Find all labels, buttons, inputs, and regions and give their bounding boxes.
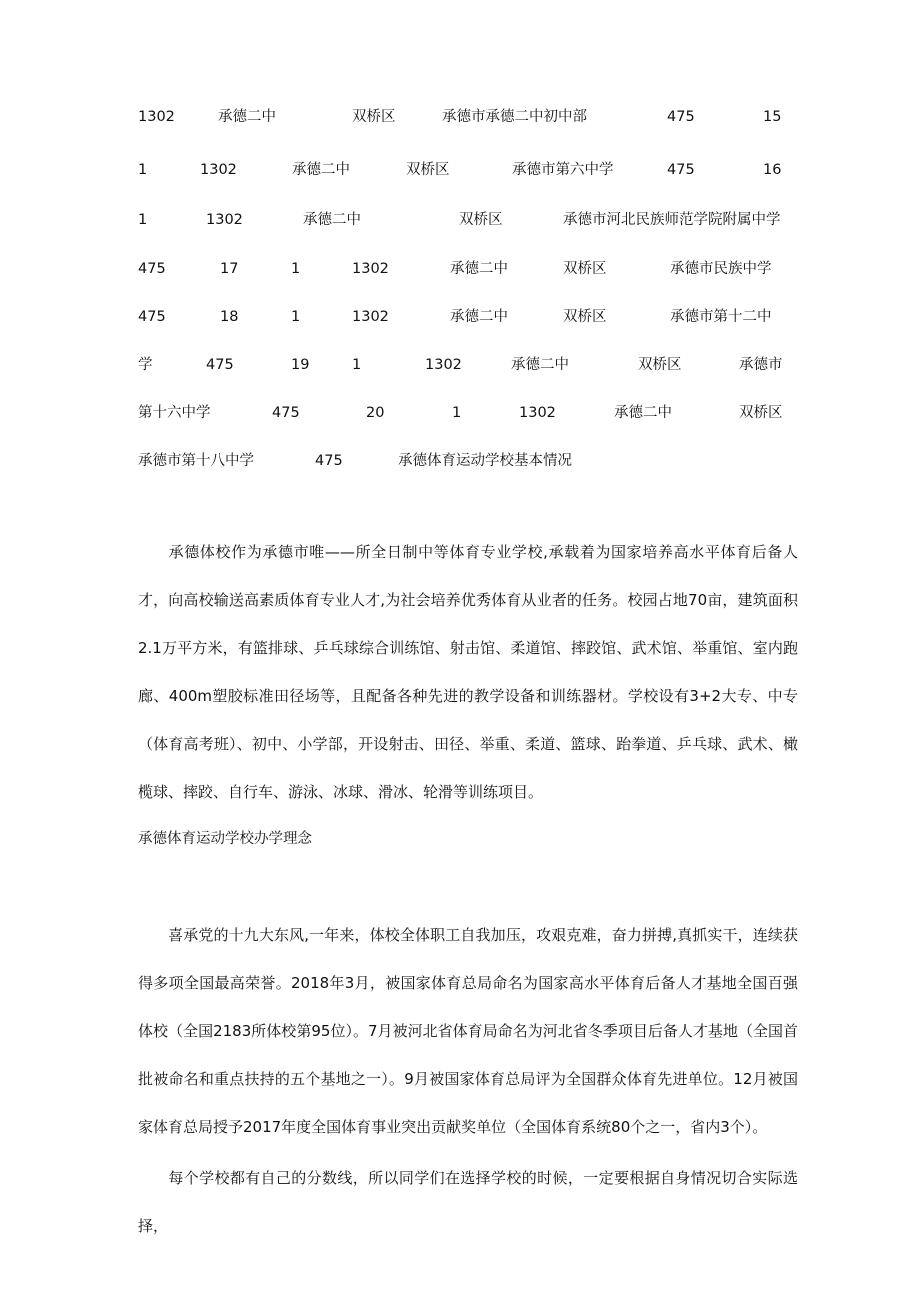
- table-cell: 1: [138, 162, 148, 178]
- table-row: [0, 401, 920, 425]
- table-cell: 1: [291, 309, 301, 325]
- table-cell: 475: [206, 357, 234, 373]
- table-cell: 第十六中学: [138, 405, 211, 421]
- table-cell: 17: [220, 261, 239, 277]
- table-cell: 承德二中: [218, 109, 276, 125]
- table-row: [0, 257, 920, 281]
- table-cell: 承德市民族中学: [670, 261, 772, 277]
- table-cell: 双桥区: [563, 261, 607, 277]
- table-row: [0, 105, 920, 129]
- table-cell: 1302: [200, 162, 237, 178]
- table-cell: 475: [667, 162, 695, 178]
- table-cell: 承德二中: [511, 357, 569, 373]
- paragraph-advice: [138, 1154, 798, 1250]
- table-cell: 1302: [352, 261, 389, 277]
- table-cell: 承德市承德二中初中部: [442, 109, 587, 125]
- table-cell: 1: [352, 357, 362, 373]
- table-cell: 双桥区: [406, 162, 450, 178]
- paragraph-intro: [138, 528, 798, 816]
- table-cell: 承德市第十八中学: [138, 453, 254, 469]
- table-cell: 承德二中: [292, 162, 350, 178]
- table-cell: 475: [315, 453, 343, 469]
- table-cell: 承德二中: [303, 212, 361, 228]
- paragraph-honors-text: 喜承党的十九大东风,一年来，体校全体职工自我加压，攻艰克难，奋力拼搏,真抓实干，连续获得多项全国最高荣誉。2018年3月，被国家体育总局命名为国家高水平体育后备人才基地全国百强体校（全国2183所体校第95位）。7月被河北省体育局命名为河北省冬季项目后备人才基地（全国首批被命名和重点扶持的五个基地之一）。9月被国家体育总局评为全国群众体育先进单位。12月被国家体育总局授予2017年度全国体育事业突出贡献奖单位（全国体育系统80个之一，省内3个）。: [138, 926, 798, 1136]
- table-cell: 20: [366, 405, 385, 421]
- table-row: [0, 449, 920, 473]
- table-cell: 475: [272, 405, 300, 421]
- table-cell: 475: [667, 109, 695, 125]
- table-cell: 1302: [519, 405, 556, 421]
- table-cell: 承德市第六中学: [512, 162, 614, 178]
- table-row: [0, 208, 920, 232]
- table-cell: 学: [138, 357, 153, 373]
- table-cell: 1: [452, 405, 462, 421]
- section-title: 承德体育运动学校基本情况: [398, 453, 572, 469]
- table-cell: 1302: [352, 309, 389, 325]
- table-cell: 双桥区: [352, 109, 396, 125]
- table-cell: 1302: [206, 212, 243, 228]
- table-row: [0, 305, 920, 329]
- table-cell: 16: [763, 162, 782, 178]
- table-cell: 1302: [425, 357, 462, 373]
- paragraph-advice-text: 每个学校都有自己的分数线，所以同学们在选择学校的时候，一定要根据自身情况切合实际选择，: [138, 1169, 798, 1235]
- table-cell: 双桥区: [459, 212, 503, 228]
- table-cell: 双桥区: [563, 309, 607, 325]
- table-cell: 19: [291, 357, 310, 373]
- table-cell: 双桥区: [638, 357, 682, 373]
- table-cell: 1302: [138, 109, 175, 125]
- table-cell: 承德市第十二中: [670, 309, 772, 325]
- paragraph-honors: [138, 911, 798, 1151]
- table-cell: 475: [138, 309, 166, 325]
- table-cell: 1: [291, 261, 301, 277]
- table-cell: 双桥区: [739, 405, 783, 421]
- table-cell: 承德二中: [450, 309, 508, 325]
- table-cell: 承德市: [739, 357, 783, 373]
- table-cell: 18: [220, 309, 239, 325]
- heading-philosophy: 承德体育运动学校办学理念: [138, 831, 312, 847]
- table-row: [0, 158, 920, 182]
- table-cell: 1: [138, 212, 148, 228]
- table-row: [0, 353, 920, 377]
- table-cell: 承德市河北民族师范学院附属中学: [563, 212, 781, 228]
- paragraph-intro-text: 承德体校作为承德市唯——所全日制中等体育专业学校,承载着为国家培养高水平体育后备人才，向高校输送高素质体育专业人才,为社会培养优秀体育从业者的任务。校园占地70亩，建筑面积2.1万平方米，有篮排球、乒乓球综合训练馆、射击馆、柔道馆、摔跤馆、武术馆、举重馆、室内跑廊、400m塑胶标准田径场等，且配备各种先进的教学设备和训练器材。学校设有3+2大专、中专（体育高考班）、初中、小学部，开设射击、田径、举重、柔道、篮球、跆拳道、乒乓球、武术、橄榄球、摔跤、自行车、游泳、冰球、滑冰、轮滑等训练项目。: [138, 543, 798, 801]
- table-cell: 475: [138, 261, 166, 277]
- table-cell: 15: [763, 109, 782, 125]
- table-cell: 承德二中: [450, 261, 508, 277]
- table-cell: 承德二中: [614, 405, 672, 421]
